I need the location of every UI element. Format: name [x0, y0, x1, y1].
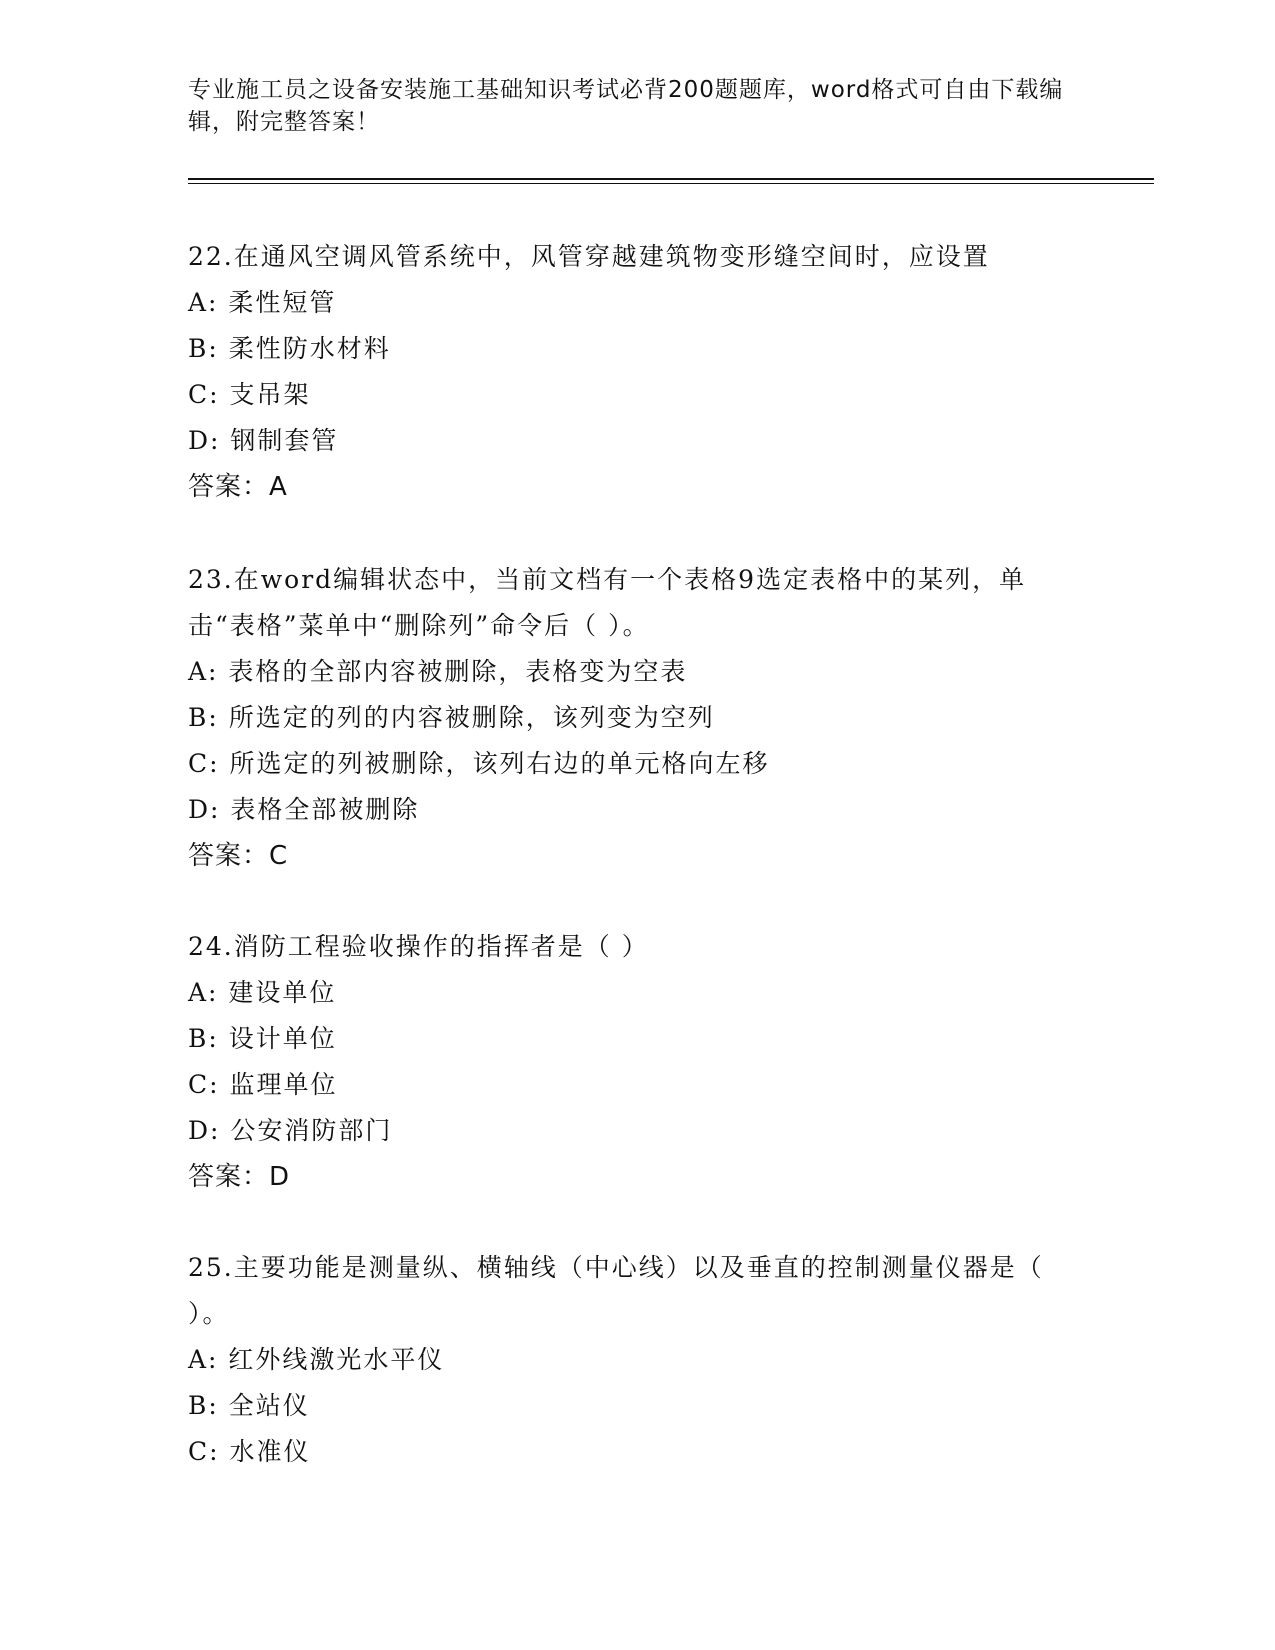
option-b: B: 所选定的列的内容被删除，该列变为空列 [188, 703, 715, 732]
option-a: A: 红外线激光水平仪 [188, 1345, 445, 1374]
header-divider-top [188, 178, 1154, 180]
question-stem: 24.消防工程验收操作的指挥者是（ ） [188, 932, 649, 961]
option-a: A: 建设单位 [188, 978, 337, 1007]
option-c: C: 支吊架 [188, 380, 311, 409]
question-stem: 23.在word编辑状态中，当前文档有一个表格9选定表格中的某列，单击“表格”菜单中“删除列”命令后（ ）。 [188, 565, 1027, 640]
option-d: D: 钢制套管 [188, 426, 339, 455]
option-b: B: 柔性防水材料 [188, 334, 391, 363]
header-divider-bottom [188, 183, 1154, 184]
answer: 答案：D [188, 1162, 291, 1192]
document-header-title: 专业施工员之设备安装施工基础知识考试必背200题题库，word格式可自由下载编辑，附完整答案！ [188, 77, 1064, 135]
option-b: B: 设计单位 [188, 1024, 337, 1053]
option-d: D: 公安消防部门 [188, 1116, 393, 1145]
option-c: C: 所选定的列被删除，该列右边的单元格向左移 [188, 749, 770, 778]
question-stem: 25.主要功能是测量纵、横轴线（中心线）以及垂直的控制测量仪器是（ ）。 [188, 1253, 1044, 1328]
option-c: C: 水准仪 [188, 1437, 311, 1466]
question-23 [188, 557, 1088, 879]
option-c: C: 监理单位 [188, 1070, 338, 1099]
option-a: A: 表格的全部内容被删除，表格变为空表 [188, 657, 688, 686]
option-a: A: 柔性短管 [188, 288, 337, 317]
answer: 答案：C [188, 841, 289, 871]
question-25 [188, 1245, 1088, 1475]
question-stem: 22.在通风空调风管系统中，风管穿越建筑物变形缝空间时，应设置 [188, 242, 990, 271]
option-b: B: 全站仪 [188, 1391, 310, 1420]
question-22 [188, 234, 1088, 510]
option-d: D: 表格全部被删除 [188, 795, 420, 824]
answer: 答案：A [188, 472, 288, 502]
question-24 [188, 924, 1088, 1200]
